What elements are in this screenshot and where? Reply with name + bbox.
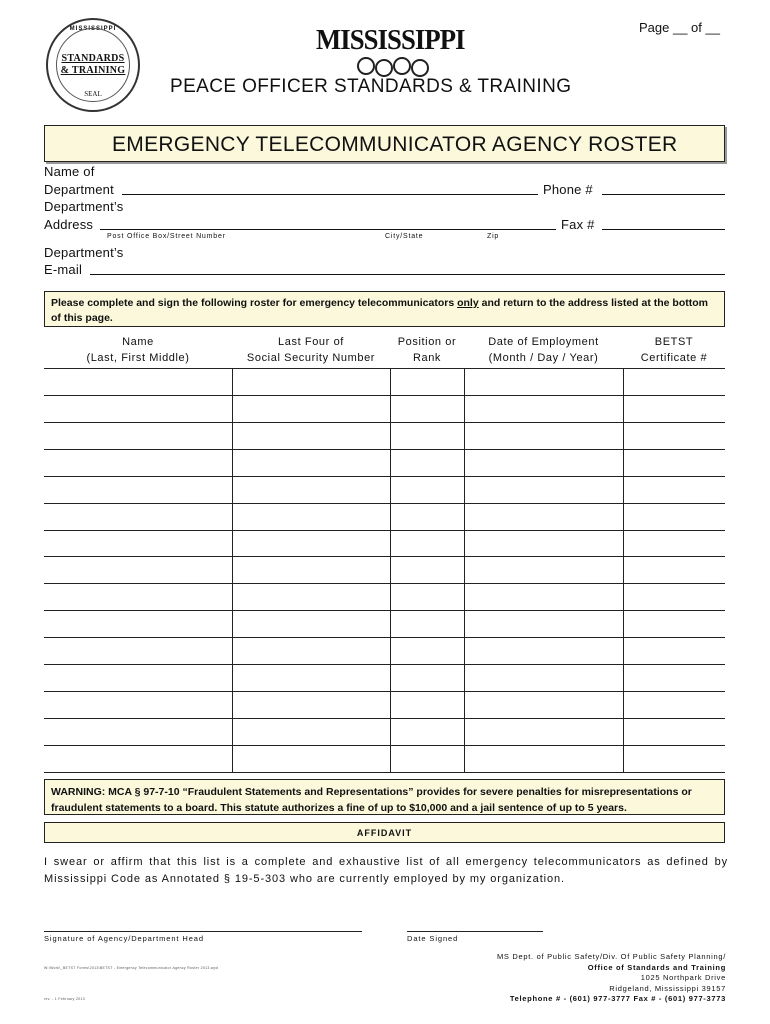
- col-header-position-l1: Position or: [397, 336, 457, 348]
- instructions-text-post: and return to the address listed at the bottom of this page.: [51, 297, 708, 324]
- ssn-cell[interactable]: [232, 477, 390, 503]
- table-row: [44, 584, 725, 611]
- address-hint-street: Post Office Box/Street Number: [107, 233, 226, 240]
- rings-logo-icon: [354, 56, 432, 78]
- name-cell[interactable]: [44, 450, 232, 476]
- date-cell[interactable]: [464, 396, 623, 422]
- name-of-label: Name of: [44, 164, 95, 179]
- col-header-date-l1: Date of Employment: [488, 336, 599, 348]
- name-cell[interactable]: [44, 638, 232, 664]
- date-cell[interactable]: [464, 423, 623, 449]
- name-cell[interactable]: [44, 531, 232, 557]
- revision-date: rev. - 1 February 2013: [44, 997, 85, 1001]
- ssn-cell[interactable]: [232, 423, 390, 449]
- position-cell[interactable]: [390, 477, 464, 503]
- col-header-betst-l1: BETST: [654, 336, 694, 348]
- signature-field[interactable]: [44, 931, 362, 932]
- betst-cell[interactable]: [623, 557, 725, 583]
- betst-cell[interactable]: [623, 665, 725, 691]
- instructions-emphasis: only: [457, 297, 479, 309]
- fax-label: Fax #: [561, 217, 595, 232]
- position-cell[interactable]: [390, 746, 464, 772]
- position-cell[interactable]: [390, 423, 464, 449]
- name-cell[interactable]: [44, 557, 232, 583]
- name-cell[interactable]: [44, 369, 232, 395]
- name-cell[interactable]: [44, 665, 232, 691]
- ssn-cell[interactable]: [232, 557, 390, 583]
- table-row: [44, 665, 725, 692]
- address-hint-zip: Zip: [487, 233, 500, 240]
- position-cell[interactable]: [390, 369, 464, 395]
- date-cell[interactable]: [464, 584, 623, 610]
- betst-cell[interactable]: [623, 396, 725, 422]
- name-cell[interactable]: [44, 477, 232, 503]
- page-number: Page __ of __: [639, 20, 720, 35]
- footer-address-line: Telephone # - (601) 977-3777 Fax # - (601) 977-3773: [509, 994, 726, 1003]
- betst-cell[interactable]: [623, 477, 725, 503]
- warning-box: WARNING: MCA § 97-7-10 “Fraudulent Statements and Representations” provides for severe penalties for misrepresentations or fraudulent statements to a board. This statute authorizes a fine of up to $10,000 and a jail sentence of up to 5 years.: [44, 779, 725, 815]
- date-cell[interactable]: [464, 665, 623, 691]
- departments-label-2: Department’s: [44, 245, 124, 260]
- ssn-cell[interactable]: [232, 369, 390, 395]
- table-row: [44, 450, 725, 477]
- betst-cell[interactable]: [623, 719, 725, 745]
- position-cell[interactable]: [390, 665, 464, 691]
- col-header-position: [390, 334, 464, 366]
- email-field[interactable]: [90, 274, 725, 275]
- phone-field[interactable]: [602, 194, 725, 195]
- footer-address-line: 1025 Northpark Drive: [640, 973, 726, 982]
- name-cell[interactable]: [44, 719, 232, 745]
- date-cell[interactable]: [464, 638, 623, 664]
- col-header-betst-l2: Certificate #: [640, 352, 708, 364]
- betst-cell[interactable]: [623, 692, 725, 718]
- address-field[interactable]: [100, 229, 556, 230]
- ssn-cell[interactable]: [232, 396, 390, 422]
- table-row: [44, 638, 725, 665]
- date-cell[interactable]: [464, 477, 623, 503]
- date-cell[interactable]: [464, 719, 623, 745]
- department-label: Department: [44, 182, 114, 197]
- betst-cell[interactable]: [623, 584, 725, 610]
- table-row: [44, 477, 725, 504]
- date-cell[interactable]: [464, 746, 623, 772]
- col-header-position-l2: Rank: [412, 352, 442, 364]
- date-cell[interactable]: [464, 504, 623, 530]
- ssn-cell[interactable]: [232, 504, 390, 530]
- date-cell[interactable]: [464, 692, 623, 718]
- file-path: W:\Work\_BETST Forms\2013\BETST - Emergency Telecommunicator Agency Roster 2013.wpd: [44, 966, 219, 970]
- mississippi-logo: MISSISSIPPI: [316, 24, 465, 56]
- name-cell[interactable]: [44, 746, 232, 772]
- date-cell[interactable]: [464, 369, 623, 395]
- roster-table: [44, 368, 725, 772]
- betst-cell[interactable]: [623, 531, 725, 557]
- table-row: [44, 692, 725, 719]
- signature-label: Signature of Agency/Department Head: [44, 934, 204, 943]
- table-row: [44, 531, 725, 558]
- col-header-name-l2: (Last, First Middle): [86, 352, 190, 364]
- ssn-cell[interactable]: [232, 665, 390, 691]
- address-label: Address: [44, 217, 94, 232]
- betst-cell[interactable]: [623, 450, 725, 476]
- position-cell[interactable]: [390, 531, 464, 557]
- table-row: [44, 719, 725, 746]
- col-header-ssn-l2: Social Security Number: [246, 352, 376, 364]
- date-cell[interactable]: [464, 557, 623, 583]
- pos-seal: [46, 18, 140, 112]
- department-name-field[interactable]: [122, 194, 538, 195]
- col-header-date: [464, 334, 623, 366]
- betst-cell[interactable]: [623, 611, 725, 637]
- agency-name: PEACE OFFICER STANDARDS & TRAINING: [170, 76, 572, 97]
- date-cell[interactable]: [464, 450, 623, 476]
- position-cell[interactable]: [390, 638, 464, 664]
- form-title: EMERGENCY TELECOMMUNICATOR AGENCY ROSTER: [112, 133, 678, 156]
- date-cell[interactable]: [464, 611, 623, 637]
- affidavit-heading: AFFIDAVIT: [44, 822, 725, 843]
- col-header-ssn: [232, 334, 390, 366]
- col-header-ssn-l1: Last Four of: [278, 336, 344, 348]
- affidavit-text: I swear or affirm that this list is a complete and exhaustive list of all emergency telecommunicators as defined by Mississippi Code as Annotated § 19-5-303 who are currently employed by my organization.: [44, 856, 728, 885]
- position-cell[interactable]: [390, 396, 464, 422]
- position-cell[interactable]: [390, 719, 464, 745]
- table-row: [44, 423, 725, 450]
- ssn-cell[interactable]: [232, 450, 390, 476]
- betst-cell[interactable]: [623, 369, 725, 395]
- date-signed-field[interactable]: [407, 931, 543, 932]
- ssn-cell[interactable]: [232, 746, 390, 772]
- address-hint-city: City/State: [385, 233, 424, 240]
- name-cell[interactable]: [44, 611, 232, 637]
- col-header-date-l2: (Month / Day / Year): [488, 352, 599, 364]
- name-cell[interactable]: [44, 504, 232, 530]
- seal-line-1: STANDARDS: [61, 53, 125, 64]
- ssn-cell[interactable]: [232, 611, 390, 637]
- ssn-cell[interactable]: [232, 692, 390, 718]
- seal-line-2: & TRAINING: [60, 65, 126, 76]
- ssn-cell[interactable]: [232, 719, 390, 745]
- name-cell[interactable]: [44, 692, 232, 718]
- betst-cell[interactable]: [623, 423, 725, 449]
- instructions-box: [44, 291, 725, 327]
- ssn-cell[interactable]: [232, 638, 390, 664]
- departments-label: Department’s: [44, 199, 124, 214]
- table-row: [44, 611, 725, 638]
- table-row: [44, 396, 725, 423]
- position-cell[interactable]: [390, 504, 464, 530]
- date-cell[interactable]: [464, 531, 623, 557]
- footer-address-line: MS Dept. of Public Safety/Div. Of Public Safety Planning/: [496, 952, 726, 961]
- table-row: [44, 746, 725, 773]
- email-label: E-mail: [44, 262, 83, 277]
- position-cell[interactable]: [390, 450, 464, 476]
- phone-label: Phone #: [543, 182, 593, 197]
- col-header-name: [44, 334, 232, 366]
- ssn-cell[interactable]: [232, 531, 390, 557]
- betst-cell[interactable]: [623, 638, 725, 664]
- name-cell[interactable]: [44, 423, 232, 449]
- date-signed-label: Date Signed: [407, 934, 459, 943]
- fax-field[interactable]: [602, 229, 725, 230]
- footer-address: [497, 952, 726, 1005]
- betst-cell[interactable]: [623, 504, 725, 530]
- table-row: [44, 557, 725, 584]
- footer-address-line: Office of Standards and Training: [587, 962, 726, 972]
- name-cell[interactable]: [44, 584, 232, 610]
- seal-bottom-text: SEAL: [84, 90, 102, 98]
- footer-address-line: Ridgeland, Mississippi 39157: [609, 983, 726, 993]
- position-cell[interactable]: [390, 584, 464, 610]
- col-header-betst: [623, 334, 725, 366]
- name-cell[interactable]: [44, 396, 232, 422]
- table-row: [44, 369, 725, 396]
- position-cell[interactable]: [390, 692, 464, 718]
- position-cell[interactable]: [390, 611, 464, 637]
- betst-cell[interactable]: [623, 746, 725, 772]
- col-header-name-l1: Name: [122, 336, 154, 348]
- position-cell[interactable]: [390, 557, 464, 583]
- ssn-cell[interactable]: [232, 584, 390, 610]
- table-row: [44, 504, 725, 531]
- instructions-text-pre: Please complete and sign the following roster for emergency telecommunicators: [51, 297, 458, 309]
- seal-top-text: MISSISSIPPI: [69, 26, 117, 32]
